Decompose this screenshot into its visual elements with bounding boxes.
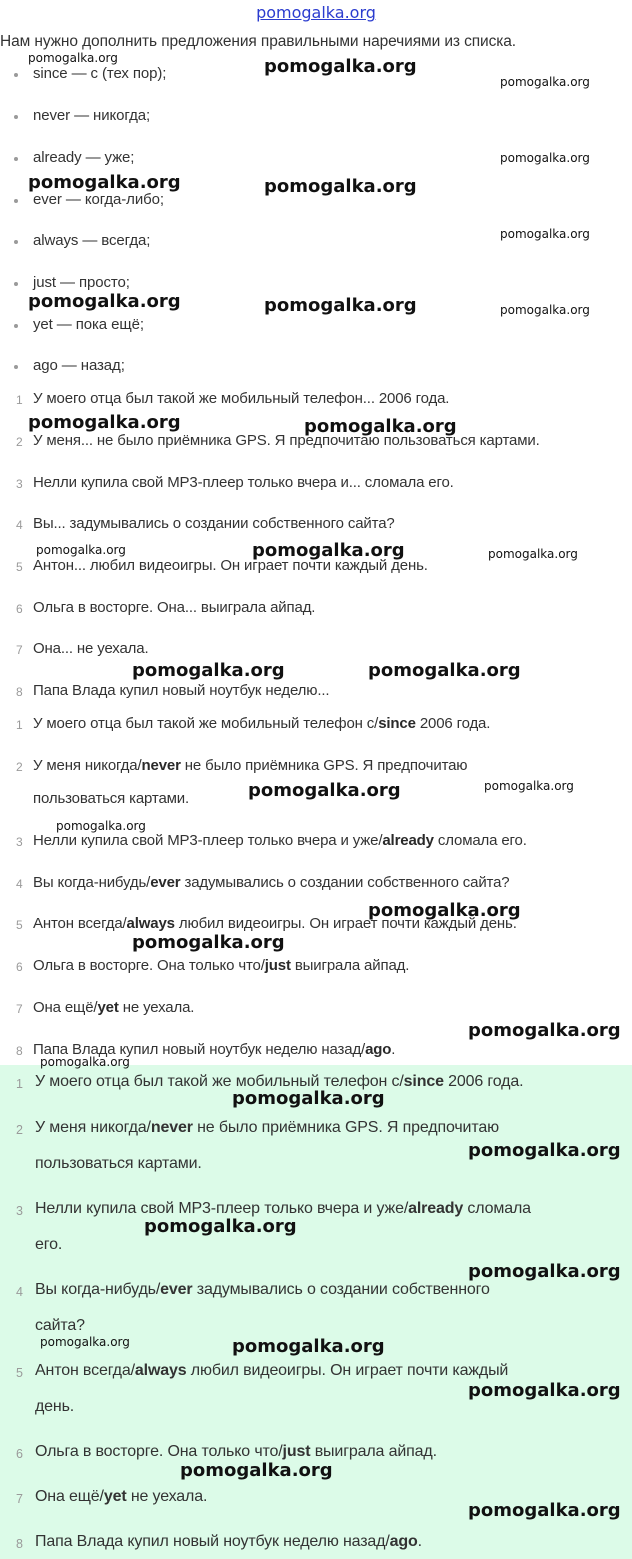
bullet-icon <box>14 365 18 369</box>
watermark: pomogalka.org <box>484 779 574 793</box>
adverb-just: just — просто; <box>33 274 130 291</box>
item-number: 1 <box>16 393 23 407</box>
answer-sentence: Вы когда-нибудь/ever задумывались о создании собственного сайта? <box>33 874 510 891</box>
item-number: 8 <box>16 685 23 699</box>
site-header-link[interactable]: pomogalka.org <box>256 3 376 22</box>
answer-sentence: У моего отца был такой же мобильный телефон с/since 2006 года. <box>33 715 491 732</box>
final-answer-sentence: Ольга в восторге. Она только что/just выиграла айпад. <box>35 1443 437 1460</box>
item-number: 6 <box>16 602 23 616</box>
watermark: pomogalka.org <box>468 1261 621 1282</box>
item-number: 7 <box>16 1492 23 1506</box>
item-number: 5 <box>16 560 23 574</box>
watermark: pomogalka.org <box>368 660 521 681</box>
adverb-never: never — никогда; <box>33 107 151 124</box>
watermark: pomogalka.org <box>248 780 401 801</box>
watermark: pomogalka.org <box>40 1335 130 1349</box>
answer-sentence: Она ещё/yet не уехала. <box>33 999 195 1016</box>
task-sentence: Нелли купила свой MP3-плеер только вчера и... сломала его. <box>33 474 454 491</box>
item-number: 2 <box>16 435 23 449</box>
item-number: 1 <box>16 718 23 732</box>
item-number: 3 <box>16 477 23 491</box>
task-sentence: Антон... любил видеоигры. Он играет почти каждый день. <box>33 557 428 574</box>
final-answer-sentence: У моего отца был такой же мобильный телефон с/since 2006 года. <box>35 1073 524 1090</box>
item-number: 7 <box>16 643 23 657</box>
final-answer-sentence: Нелли купила свой MP3-плеер только вчера и уже/already сломала <box>35 1200 531 1217</box>
watermark: pomogalka.org <box>468 1500 621 1521</box>
task-sentence: Ольга в восторге. Она... выиграла айпад. <box>33 599 316 616</box>
watermark: pomogalka.org <box>180 1460 333 1481</box>
bullet-icon <box>14 73 18 77</box>
item-number: 2 <box>16 760 23 774</box>
bullet-icon <box>14 199 18 203</box>
watermark: pomogalka.org <box>252 540 405 561</box>
answer-sentence: Нелли купила свой MP3-плеер только вчера и уже/already сломала его. <box>33 832 527 849</box>
adverb-yet: yet — пока ещё; <box>33 316 144 333</box>
bullet-icon <box>14 240 18 244</box>
watermark: pomogalka.org <box>304 416 457 437</box>
final-answer-continuation: сайта? <box>35 1317 85 1334</box>
answer-sentence: Ольга в восторге. Она только что/just выиграла айпад. <box>33 957 410 974</box>
task-sentence: Вы... задумывались о создании собственного сайта? <box>33 515 395 532</box>
watermark: pomogalka.org <box>500 227 590 241</box>
adverb-ago: ago — назад; <box>33 357 125 374</box>
watermark: pomogalka.org <box>500 75 590 89</box>
final-answer-continuation: день. <box>35 1398 75 1415</box>
bullet-icon <box>14 324 18 328</box>
watermark: pomogalka.org <box>488 547 578 561</box>
item-number: 4 <box>16 877 23 891</box>
item-number: 4 <box>16 518 23 532</box>
watermark: pomogalka.org <box>368 900 521 921</box>
final-answer-sentence: У меня никогда/never не было приёмника GPS. Я предпочитаю <box>35 1119 499 1136</box>
final-answer-sentence: Антон всегда/always любил видеоигры. Он играет почти каждый <box>35 1362 509 1379</box>
item-number: 3 <box>16 835 23 849</box>
adverb-ever: ever — когда-либо; <box>33 191 164 208</box>
watermark: pomogalka.org <box>36 543 126 557</box>
item-number: 5 <box>16 1366 23 1380</box>
watermark: pomogalka.org <box>132 660 285 681</box>
final-answer-sentence: Она ещё/yet не уехала. <box>35 1488 208 1505</box>
item-number: 7 <box>16 1002 23 1016</box>
item-number: 2 <box>16 1123 23 1137</box>
final-answer-continuation: его. <box>35 1236 63 1253</box>
watermark: pomogalka.org <box>264 295 417 316</box>
bullet-icon <box>14 157 18 161</box>
item-number: 6 <box>16 1447 23 1461</box>
item-number: 8 <box>16 1537 23 1551</box>
item-number: 4 <box>16 1285 23 1299</box>
watermark: pomogalka.org <box>468 1380 621 1401</box>
intro-text: Нам нужно дополнить предложения правильными наречиями из списка. <box>0 33 516 50</box>
watermark: pomogalka.org <box>144 1216 297 1237</box>
watermark: pomogalka.org <box>500 151 590 165</box>
watermark: pomogalka.org <box>232 1336 385 1357</box>
watermark: pomogalka.org <box>264 176 417 197</box>
task-sentence: У меня... не было приёмника GPS. Я предпочитаю пользоваться картами. <box>33 432 540 449</box>
item-number: 5 <box>16 918 23 932</box>
watermark: pomogalka.org <box>468 1020 621 1041</box>
adverb-since: since — с (тех пор); <box>33 65 167 82</box>
item-number: 1 <box>16 1077 23 1091</box>
bullet-icon <box>14 282 18 286</box>
watermark: pomogalka.org <box>40 1055 130 1069</box>
adverb-already: already — уже; <box>33 149 135 166</box>
final-answer-sentence: Папа Влада купил новый ноутбук неделю назад/ago. <box>35 1533 422 1550</box>
bullet-icon <box>14 115 18 119</box>
answer-sentence-continuation: пользоваться картами. <box>33 790 190 807</box>
watermark: pomogalka.org <box>468 1140 621 1161</box>
answer-sentence: У меня никогда/never не было приёмника GPS. Я предпочитаю <box>33 757 468 774</box>
task-sentence: Она... не уехала. <box>33 640 149 657</box>
watermark: pomogalka.org <box>28 172 181 193</box>
final-answer-continuation: пользоваться картами. <box>35 1155 202 1172</box>
watermark: pomogalka.org <box>28 291 181 312</box>
item-number: 8 <box>16 1044 23 1058</box>
watermark: pomogalka.org <box>132 932 285 953</box>
watermark: pomogalka.org <box>28 412 181 433</box>
answer-sentence: Папа Влада купил новый ноутбук неделю назад/ago. <box>33 1041 396 1058</box>
item-number: 3 <box>16 1204 23 1218</box>
adverb-always: always — всегда; <box>33 232 151 249</box>
item-number: 6 <box>16 960 23 974</box>
final-answer-sentence: Вы когда-нибудь/ever задумывались о создании собственного <box>35 1281 490 1298</box>
watermark: pomogalka.org <box>500 303 590 317</box>
watermark: pomogalka.org <box>264 56 417 77</box>
watermark: pomogalka.org <box>56 819 146 833</box>
answer-sentence: Антон всегда/always любил видеоигры. Он играет почти каждый день. <box>33 915 517 932</box>
watermark: pomogalka.org <box>28 51 118 65</box>
watermark: pomogalka.org <box>232 1088 385 1109</box>
task-sentence: У моего отца был такой же мобильный телефон... 2006 года. <box>33 390 450 407</box>
task-sentence: Папа Влада купил новый ноутбук неделю... <box>33 682 330 699</box>
